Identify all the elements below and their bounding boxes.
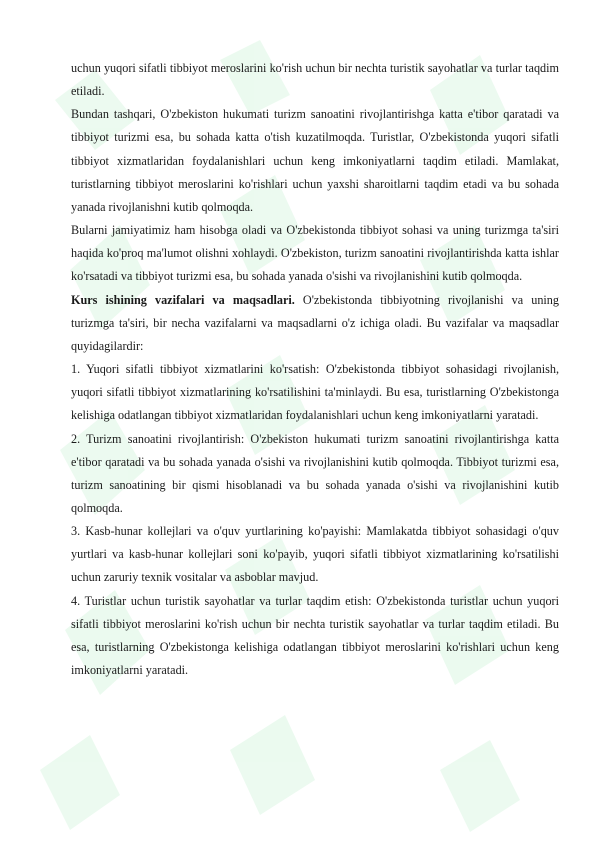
paragraph-continuation: uchun yuqori sifatli tibbiyot meroslarini ko'rish uchun bir nechta turistik sayohatlar va turlar taqdim etiladi. [71, 61, 559, 99]
list-item: 3. Kasb-hunar kollejlari va o'quv yurtlarining ko'payishi: Mamlakatda tibbiyot sohasidagi o'quv yurtlari va kasb-hunar kollejlari soni ko'payib, yuqori sifatli tibbiyot xizmatlarining ko'rsatilishi uchun zaruriy texnik vositalar va asboblar mavjud. [71, 524, 559, 585]
list-item: 2. Turizm sanoatini rivojlantirish: O'zbekiston hukumati turizm sanoatini rivojlantirishga katta e'tibor qaratadi va bu sohada yanada o'sishi va rivojlanishini kutib qolmoqda. Tibbiyot turizmi esa, turizm sanoatining bir qismi hisoblanadi va bu sohada yanada o'sishi va rivojlanishini kutib qolmoqda. [71, 431, 559, 515]
list-item: 4. Turistlar uchun turistik sayohatlar va turlar taqdim etish: O'zbekistonda turistlar uchun yuqori sifatli tibbiyot meroslarini ko'rish uchun bir nechta turistik sayohatlar va turlar taqdim etiladi. Bu esa, turistlarning O'zbekistonga kelishiga odatlangan tibbiyot meroslarini ko'rishlari uchun keng imkoniyatlarni yaratadi. [71, 593, 559, 678]
tasks-heading: Kurs ishining vazifalari va maqsadlari. [71, 292, 295, 307]
list-item: 1. Yuqori sifatli tibbiyot xizmatlarini ko'rsatish: O'zbekistonda tibbiyot sohasidagi rivojlanish, yuqori sifatli tibbiyot xizmatlarining ko'rsatilishini ta'minlaydi. Bu esa, turistlarning O'zbekistonga kelishiga odatlangan tibbiyot xizmatlaridan foydalanishlari uchun keng imkoniyatlarni yaratadi. [71, 362, 559, 423]
tasks-intro-text: O'zbekistonda tibbiyotning rivojlanishi va uning turizmga ta'siri, bir necha vazifalarni va maqsadlarni o'z ichiga oladi. Bu vazifalar va maqsadlar quyidagilardir: [71, 292, 559, 353]
paragraph-tasks-intro [71, 289, 559, 358]
paragraph-government-attention: Bundan tashqari, O'zbekiston hukumati turizm sanoatini rivojlantirishga katta e'tibor qaratadi va tibbiyot turizmi esa, bu sohada katta o'tish kuzatilmoqda. Turistlar, O'zbekistonda yuqori sifatli tibbiyot xizmatlaridan foydalanishlari uchun keng imkoniyatlarni taqdim etiladi. Mamlakat, turistlarning tibbiyot meroslarini ko'rishlari uchun yaxshi sharoitlarni taqdim etadi va bu sohada yanada rivojlanishni kutib qolmoqda. [71, 107, 559, 214]
document-body [71, 57, 559, 682]
paragraph-society-awareness: Bularni jamiyatimiz ham hisobga oladi va O'zbekistonda tibbiyot sohasi va uning turizmga ta'siri haqida ko'proq ma'lumot olishni xohlaydi. O'zbekiston, turizm sanoatini rivojlantirishda katta ishlar ko'rsatadi va tibbiyot turizmi esa, bu sohada yanada o'sishi va rivojlanishini kutib qolmoqda. [71, 223, 559, 284]
